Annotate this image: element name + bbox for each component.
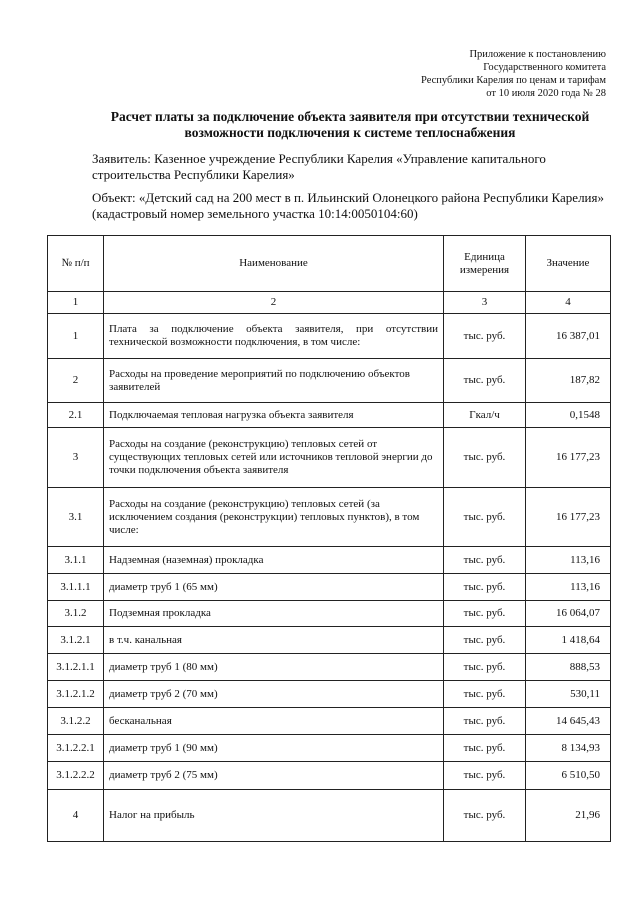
row-value: 187,82 (526, 359, 611, 403)
row-num: 3.1.1 (48, 547, 104, 574)
row-name: диаметр труб 1 (65 мм) (104, 574, 444, 601)
row-unit: тыс. руб. (444, 627, 526, 654)
row-name: бесканальная (104, 708, 444, 735)
row-name: Подземная прокладка (104, 601, 444, 627)
row-num: 3 (48, 428, 104, 488)
applicant-text: Заявитель: Казенное учреждение Республики Карелия «Управление капитального строительства Республики Карелия» (92, 151, 546, 182)
row-unit: тыс. руб. (444, 601, 526, 627)
row-num: 3.1.2 (48, 601, 104, 627)
header-value: Значение (526, 236, 611, 292)
row-num: 1 (48, 314, 104, 359)
row-value: 16 177,23 (526, 428, 611, 488)
row-unit: тыс. руб. (444, 735, 526, 762)
row-name: диаметр труб 2 (75 мм) (104, 762, 444, 790)
document-title: Расчет платы за подключение объекта заявителя при отсутствии технической возможности подключения к системе теплоснабжения (110, 109, 590, 140)
row-name: диаметр труб 1 (80 мм) (104, 654, 444, 681)
row-num: 3.1.2.2.2 (48, 762, 104, 790)
table-row (48, 681, 611, 708)
row-name: Расходы на создание (реконструкцию) тепловых сетей (за исключением создания (реконструкции) тепловых пунктов), в том числе: (104, 488, 444, 547)
row-num: 2 (48, 359, 104, 403)
row-name: Надземная (наземная) прокладка (104, 547, 444, 574)
row-value: 113,16 (526, 574, 611, 601)
table-row (48, 654, 611, 681)
row-num: 3.1 (48, 488, 104, 547)
row-value: 530,11 (526, 681, 611, 708)
row-unit: тыс. руб. (444, 488, 526, 547)
row-unit: тыс. руб. (444, 762, 526, 790)
row-name: Плата за подключение объекта заявителя, при отсутствии технической возможности подключения, в том числе: (104, 314, 444, 359)
row-num: 3.1.2.1.1 (48, 654, 104, 681)
row-value: 16 064,07 (526, 601, 611, 627)
row-unit: тыс. руб. (444, 574, 526, 601)
table-row (48, 428, 611, 488)
row-unit: тыс. руб. (444, 428, 526, 488)
table-row (48, 314, 611, 359)
table-row (48, 627, 611, 654)
row-value: 8 134,93 (526, 735, 611, 762)
row-unit: тыс. руб. (444, 359, 526, 403)
column-number: 1 (48, 292, 104, 314)
row-num: 3.1.1.1 (48, 574, 104, 601)
column-number: 2 (104, 292, 444, 314)
row-unit: тыс. руб. (444, 681, 526, 708)
row-value: 0,1548 (526, 403, 611, 428)
row-value: 6 510,50 (526, 762, 611, 790)
row-num: 3.1.2.1.2 (48, 681, 104, 708)
row-unit: тыс. руб. (444, 547, 526, 574)
row-value: 14 645,43 (526, 708, 611, 735)
appendix-line-1: Приложение к постановлению (469, 49, 606, 60)
header-num: № п/п (48, 236, 104, 292)
table-row (48, 359, 611, 403)
appendix-line-4: от 10 июля 2020 года № 28 (486, 88, 606, 99)
table-row (48, 790, 611, 842)
table-row (48, 574, 611, 601)
row-unit: тыс. руб. (444, 708, 526, 735)
row-value: 21,96 (526, 790, 611, 842)
column-number: 4 (526, 292, 611, 314)
row-num: 3.1.2.2.1 (48, 735, 104, 762)
row-num: 2.1 (48, 403, 104, 428)
table-row (48, 488, 611, 547)
row-name: диаметр труб 2 (70 мм) (104, 681, 444, 708)
row-unit: тыс. руб. (444, 790, 526, 842)
row-num: 4 (48, 790, 104, 842)
row-value: 16 177,23 (526, 488, 611, 547)
row-name: Расходы на создание (реконструкцию) тепловых сетей от существующих тепловых сетей или источников тепловой энергии до точки подключения объекта заявителя (104, 428, 444, 488)
object-text: Объект: «Детский сад на 200 мест в п. Ильинский Олонецкого района Республики Карелия» (кадастровый номер земельного участка 10:14:0050104:60) (92, 190, 604, 221)
row-value: 1 418,64 (526, 627, 611, 654)
table-row (48, 403, 611, 428)
row-name: Налог на прибыль (104, 790, 444, 842)
row-name: Подключаемая тепловая нагрузка объекта заявителя (104, 403, 444, 428)
row-value: 113,16 (526, 547, 611, 574)
row-num: 3.1.2.1 (48, 627, 104, 654)
header-unit: Единица измерения (444, 236, 526, 292)
row-name: Расходы на проведение мероприятий по подключению объектов заявителей (104, 359, 444, 403)
appendix-line-2: Государственного комитета (483, 62, 606, 73)
calculation-table (47, 235, 611, 842)
row-unit: Гкал/ч (444, 403, 526, 428)
row-num: 3.1.2.2 (48, 708, 104, 735)
table-row (48, 601, 611, 627)
table-row (48, 708, 611, 735)
table-row (48, 547, 611, 574)
table-row (48, 735, 611, 762)
appendix-note (421, 48, 606, 100)
table-row (48, 762, 611, 790)
column-number-row (48, 292, 611, 314)
row-name: в т.ч. канальная (104, 627, 444, 654)
row-unit: тыс. руб. (444, 314, 526, 359)
row-unit: тыс. руб. (444, 654, 526, 681)
row-value: 888,53 (526, 654, 611, 681)
header-name: Наименование (104, 236, 444, 292)
row-name: диаметр труб 1 (90 мм) (104, 735, 444, 762)
row-value: 16 387,01 (526, 314, 611, 359)
table-header-row (48, 236, 611, 292)
column-number: 3 (444, 292, 526, 314)
appendix-line-3: Республики Карелия по ценам и тарифам (421, 75, 606, 86)
